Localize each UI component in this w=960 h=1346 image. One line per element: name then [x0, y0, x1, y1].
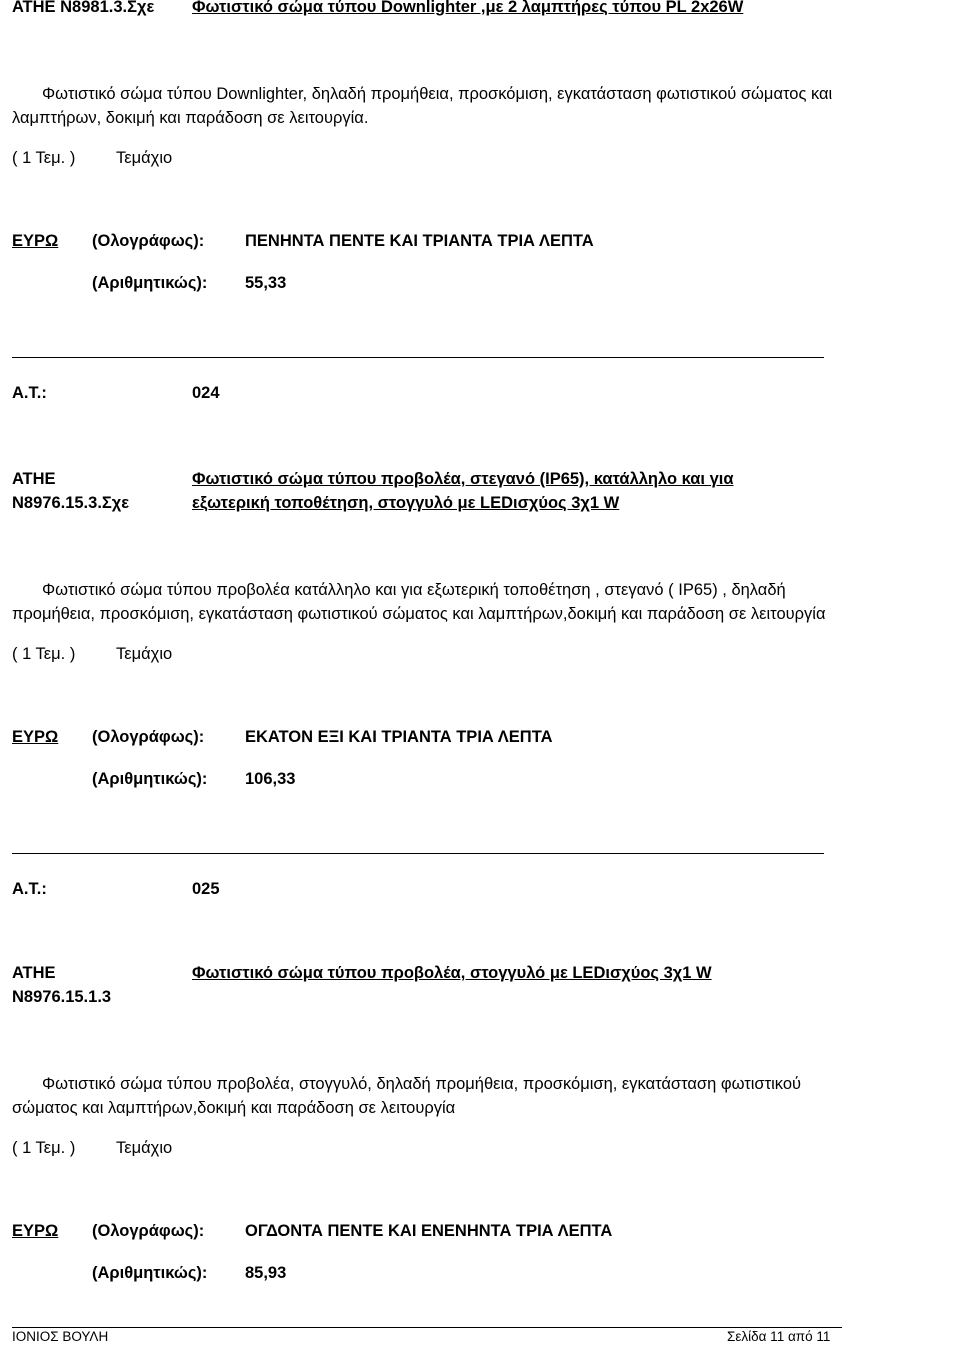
item-code-line: Ν8976.15.3.Σχε	[12, 494, 130, 512]
unit-name: Τεμάχιο	[116, 1139, 173, 1157]
numeric-label: (Αριθμητικώς):	[92, 1264, 208, 1282]
price-numeric: 106,33	[245, 770, 296, 788]
item-title: Φωτιστικό σώμα τύπου Downlighter ,με 2 λαμπτήρες τύπου PL 2x26W	[192, 0, 744, 16]
footer-author: ΙΟΝΙΟΣ ΒΟΥΛΗ	[12, 1329, 109, 1344]
currency-label: ΕΥΡΩ	[12, 1222, 59, 1240]
at-number: 024	[192, 384, 220, 402]
unit-quantity: ( 1 Τεμ. )	[12, 149, 76, 167]
at-number: 025	[192, 880, 220, 898]
description-line: Φωτιστικό σώμα τύπου προβολέα, στογγυλό, δηλαδή προμήθεια, προσκόμιση, εγκατάσταση φωτιστικού	[42, 1075, 802, 1093]
at-label: Α.Τ.:	[12, 384, 47, 402]
item-code-line: Ν8976.15.1.3	[12, 988, 112, 1006]
unit-quantity: ( 1 Τεμ. )	[12, 1139, 76, 1157]
description-line: προμήθεια, προσκόμιση, εγκατάσταση φωτιστικού σώματος και λαμπτήρων,δοκιμή και παράδοση σε λειτουργία	[12, 605, 826, 623]
unit-name: Τεμάχιο	[116, 645, 173, 663]
numeric-label: (Αριθμητικώς):	[92, 770, 208, 788]
item-description	[12, 82, 960, 130]
words-label: (Ολογράφως):	[92, 728, 205, 746]
description-line: λαμπτήρων, δοκιμή και παράδοση σε λειτουργία.	[12, 109, 369, 127]
item-code-line: ΑΤΗΕ	[12, 964, 56, 982]
price-in-words: ΠΕΝΗΝΤΑ ΠΕΝΤΕ ΚΑΙ ΤΡΙΑΝΤΑ ΤΡΙΑ ΛΕΠΤΑ	[245, 232, 594, 250]
description-line: σώματος και λαμπτήρων,δοκιμή και παράδοση σε λειτουργία	[12, 1099, 456, 1117]
unit-quantity: ( 1 Τεμ. )	[12, 645, 76, 663]
item-description	[12, 578, 960, 626]
unit-name: Τεμάχιο	[116, 149, 173, 167]
footer-page-number: Σελίδα 11 από 11	[727, 1329, 831, 1344]
words-label: (Ολογράφως):	[92, 1222, 205, 1240]
description-line: Φωτιστικό σώμα τύπου προβολέα κατάλληλο και για εξωτερική τοποθέτηση , στεγανό ( IP65) , δηλαδή	[42, 581, 786, 599]
currency-label: ΕΥΡΩ	[12, 728, 59, 746]
section-divider	[12, 853, 824, 854]
at-label: Α.Τ.:	[12, 880, 47, 898]
price-in-words: ΟΓΔΟΝΤΑ ΠΕΝΤΕ ΚΑΙ ΕΝΕΝΗΝΤΑ ΤΡΙΑ ΛΕΠΤΑ	[245, 1222, 613, 1240]
item-code-line: ΑΤΗΕ	[12, 470, 56, 488]
currency-label: ΕΥΡΩ	[12, 232, 59, 250]
price-numeric: 85,93	[245, 1264, 287, 1282]
section-divider	[12, 357, 824, 358]
item-title-line: εξωτερική τοποθέτηση, στογγυλό με LEDισχύος 3χ1 W	[192, 494, 620, 512]
item-description	[12, 1072, 960, 1120]
numeric-label: (Αριθμητικώς):	[92, 274, 208, 292]
item-title-line: Φωτιστικό σώμα τύπου προβολέα, στογγυλό με LEDισχύος 3χ1 W	[192, 964, 712, 982]
item-code: ΑΤΗΕ Ν8981.3.Σχε	[12, 0, 155, 16]
item-title-line: Φωτιστικό σώμα τύπου προβολέα, στεγανό (IP65), κατάλληλο και για	[192, 470, 734, 488]
footer-rule	[12, 1327, 842, 1328]
description-line: Φωτιστικό σώμα τύπου Downlighter, δηλαδή προμήθεια, προσκόμιση, εγκατάσταση φωτιστικού σώματος και	[42, 85, 833, 103]
price-in-words: ΕΚΑΤΟΝ ΕΞΙ ΚΑΙ ΤΡΙΑΝΤΑ ΤΡΙΑ ΛΕΠΤΑ	[245, 728, 553, 746]
words-label: (Ολογράφως):	[92, 232, 205, 250]
price-numeric: 55,33	[245, 274, 287, 292]
